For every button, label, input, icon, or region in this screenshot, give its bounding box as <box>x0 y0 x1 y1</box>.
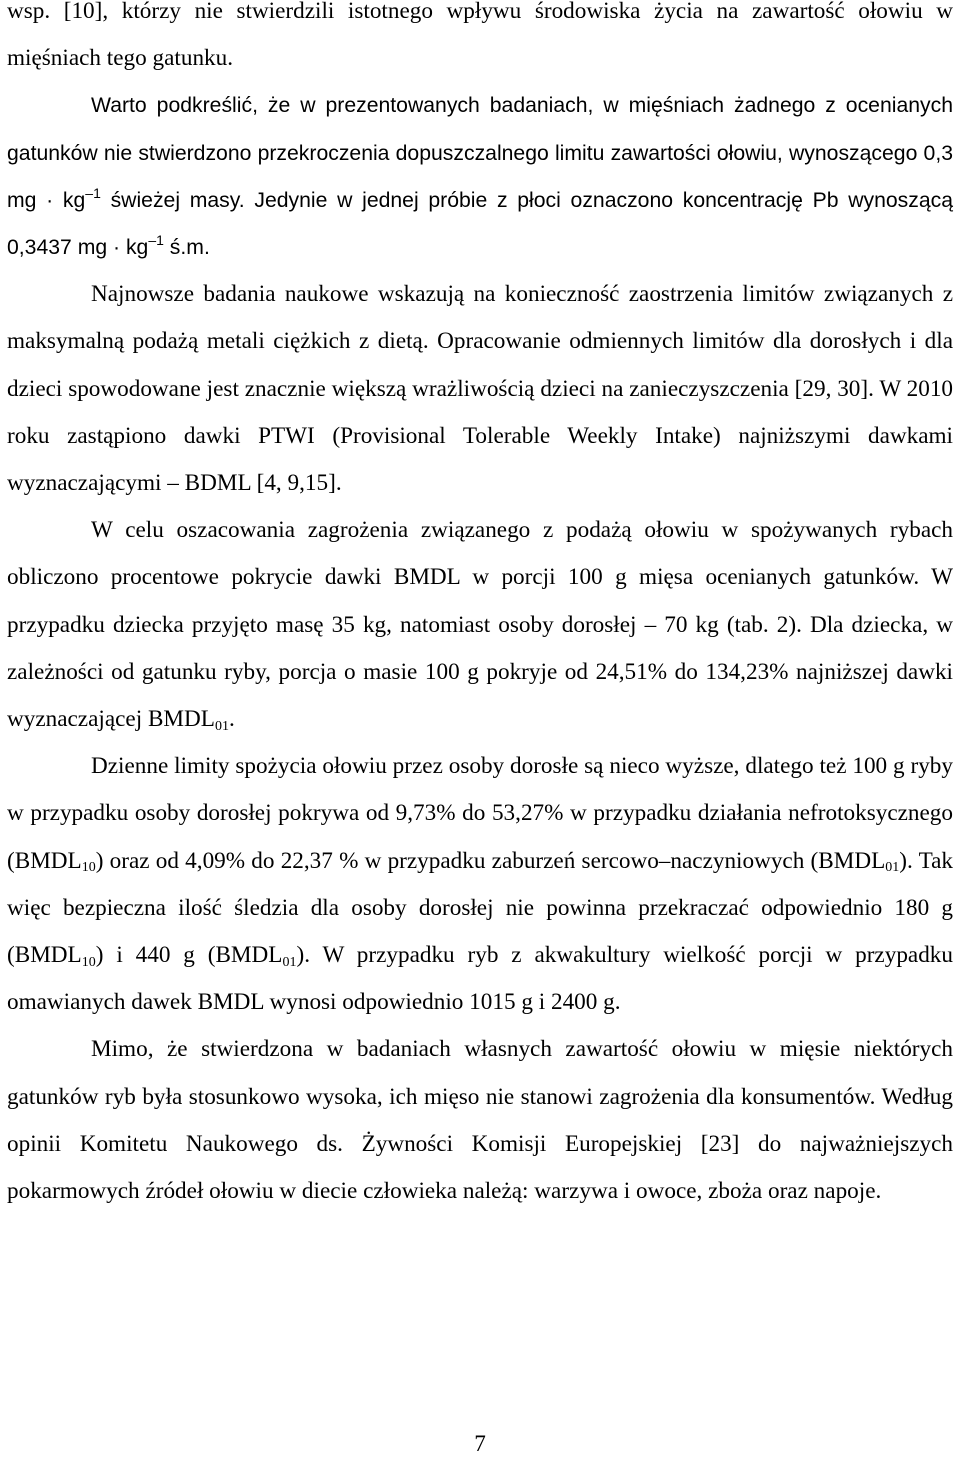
paragraph-1 <box>7 0 953 82</box>
page-number: 7 <box>474 1431 486 1457</box>
paragraph-5-text-c: ). Tak więc bezpieczna ilość śledzia dla osoby dorosłej nie powinna przekraczać odpowiednio 180 g (BMDL <box>7 847 953 969</box>
paragraph-6-text: Mimo, że stwierdzona w badaniach własnych zawartość ołowiu w mięsie niektórych gatunków ryb była stosunkowo wysoka, ich mięso nie stanowi zagrożenia dla konsumentów. Według opinii Komitetu Naukowego ds. Żywności Komisji Europejskiej [23] do najważniejszych pokarmowych źródeł ołowiu w diecie człowieka należą: warzywa i owoce, zboża oraz napoje. <box>7 1036 953 1205</box>
superscript-minus-one: –1 <box>148 231 164 248</box>
paragraph-2-text-b: świeżej masy. Jedynie w jednej próbie z płoci oznaczono koncentrację Pb wynoszącą 0,3437 mg · kg <box>7 188 954 260</box>
paragraph-5 <box>7 743 953 1026</box>
paragraph-6 <box>7 1026 953 1215</box>
subscript-01: 01 <box>214 718 229 734</box>
paragraph-5-text-e: ). W przypadku ryb z akwakultury wielkość porcji w przypadku omawianych dawek BMDL wynosi odpowiednio 1015 g i 2400 g. <box>7 942 953 1016</box>
paragraph-4-text-a: W celu oszacowania zagrożenia związanego z podażą ołowiu w spożywanych rybach obliczono procentowe pokrycie dawki BMDL w porcji 100 g mięsa ocenianych gatunków. W przypadku dziecka przyjęto masę 35 kg, natomiast osoby dorosłej – 70 kg (tab. 2). Dla dziecka, w zależności od gatunku ryby, porcja o masie 100 g pokryje od 24,51% do 134,23% najniższej dawki wyznaczającej BMDL <box>7 517 953 733</box>
paragraph-1-text: wsp. [10], którzy nie stwierdzili istotnego wpływu środowiska życia na zawartość ołowiu w mięśniach tego gatunku. <box>7 0 953 72</box>
subscript-10: 10 <box>81 954 96 970</box>
paragraph-2-text-a: Warto podkreślić, że w prezentowanych badaniach, w mięśniach żadnego z ocenianych gatunków nie stwierdzono przekroczenia dopuszczalnego limitu zawartości ołowiu, wynoszącego 0,3 mg · kg <box>7 94 953 212</box>
paragraph-5-text-a: Dzienne limity spożycia ołowiu przez osoby dorosłe są nieco wyższe, dlatego też 100 g ryby w przypadku osoby dorosłej pokrywa od 9,73% do 53,27% w przypadku działania nefrotoksycznego (BMDL <box>7 753 953 874</box>
paragraph-4-text-b: . <box>228 706 235 733</box>
subscript-01: 01 <box>885 860 900 876</box>
subscript-10: 10 <box>81 860 96 876</box>
paragraph-5-text-b: ) oraz od 4,09% do 22,37 % w przypadku zaburzeń sercowo–naczyniowych (BMDL <box>95 847 886 874</box>
document-page <box>7 0 953 1215</box>
paragraph-4 <box>7 507 953 743</box>
superscript-minus-one: –1 <box>85 184 101 201</box>
paragraph-3-text: Najnowsze badania naukowe wskazują na konieczność zaostrzenia limitów związanych z maksymalną podażą metali ciężkich z dietą. Opracowanie odmiennych limitów dla dorosłych i dla dzieci spowodowane jest znacznie większą wrażliwością dzieci na zanieczyszczenia [29, 30]. W 2010 roku zastąpiono dawki PTWI (Provisional Tolerable Weekly Intake) najniższymi dawkami wyznaczającymi – BDML [4, 9,15]. <box>7 281 953 497</box>
paragraph-3 <box>7 271 953 507</box>
paragraph-2 <box>7 82 953 271</box>
paragraph-5-text-d: ) i 440 g (BMDL <box>95 942 283 969</box>
subscript-01: 01 <box>282 954 297 970</box>
paragraph-2-text-c: ś.m. <box>163 236 210 260</box>
